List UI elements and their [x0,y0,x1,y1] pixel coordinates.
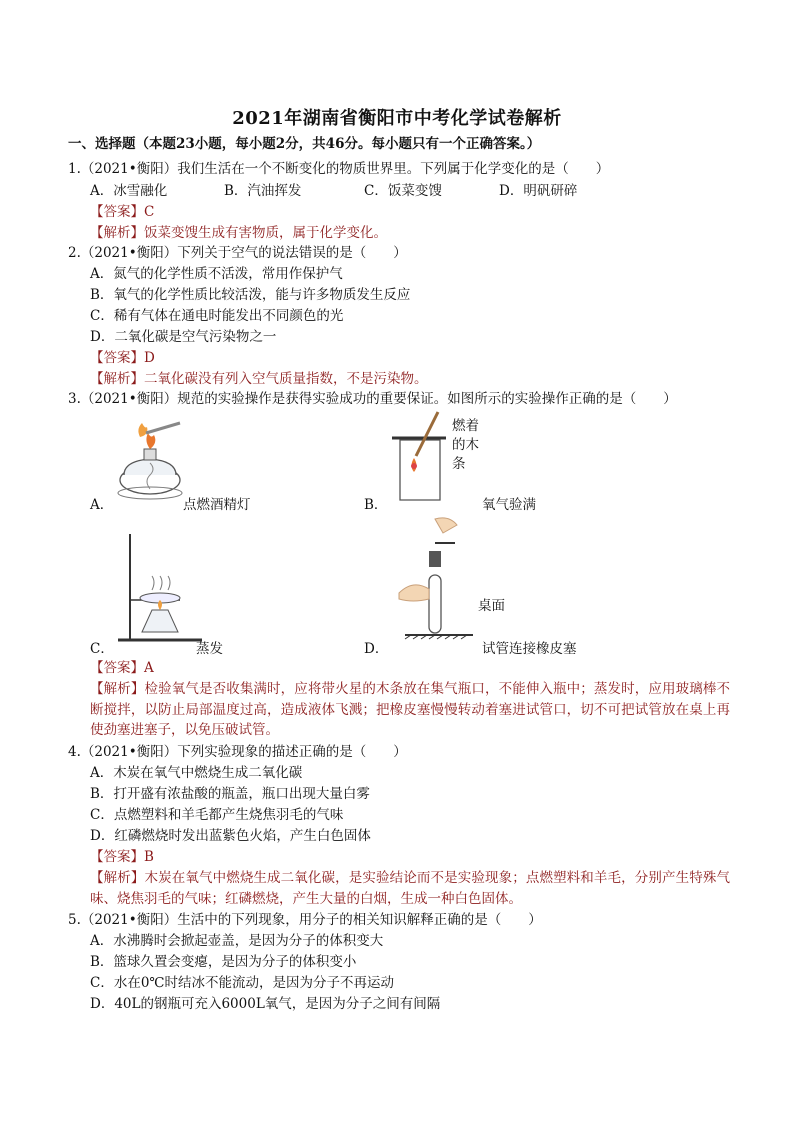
q1-answer: 【答案】C [90,204,155,220]
q5-option-a: A．水沸腾时会掀起壶盖，是因为分子的体积变大 [90,933,384,949]
q5-option-c: C．水在0℃时结冰不能流动，是因为分子不再运动 [90,975,395,991]
figure-b-note-2: 的木 [452,437,479,453]
question-2-stem: 2.（2021•衡阳）下列关于空气的说法错误的是（ ） [68,245,407,261]
figure-d-label: 试管连接橡皮塞 [482,641,577,657]
figure-b-note-3: 条 [452,456,466,472]
figure-d-letter: D． [364,641,389,657]
q2-option-c: C．稀有气体在通电时能发出不同颜色的光 [90,308,344,324]
question-1-stem: 1.（2021•衡阳）我们生活在一个不断变化的物质世界里。下列属于化学变化的是（ ） [68,161,610,177]
q2-option-d: D．二氧化碳是空气污染物之一 [90,329,277,345]
figure-d-test-tube [395,515,475,645]
q5-option-b: B．篮球久置会变瘪，是因为分子的体积变小 [90,954,357,970]
q1-option-b: B．汽油挥发 [224,183,302,199]
q4-option-a: A．木炭在氧气中燃烧生成二氧化碳 [90,765,303,781]
q1-option-d: D．明矾研碎 [499,183,578,199]
section-heading: 一、选择题（本题23小题，每小题2分，共46分。每小题只有一个正确答案。） [68,136,541,152]
q4-answer: 【答案】B [90,849,154,865]
figure-b-note-1: 燃着 [452,418,479,434]
figure-a-alcohol-lamp [110,415,190,505]
q4-option-b: B．打开盛有浓盐酸的瓶盖，瓶口出现大量白雾 [90,786,370,802]
page-title: 2021年湖南省衡阳市中考化学试卷解析 [232,108,562,129]
q2-option-b: B．氧气的化学性质比较活泼，能与许多物质发生反应 [90,287,411,303]
q3-answer: 【答案】A [90,660,154,676]
figure-d-note: 桌面 [478,598,505,614]
question-3-stem: 3.（2021•衡阳）规范的实验操作是获得实验成功的重要保证。如图所示的实验操作正确的是（ ） [68,391,677,407]
q2-answer: 【答案】D [90,350,155,366]
figure-a-letter: A． [90,497,114,513]
q2-option-a: A．氮气的化学性质不活泼，常用作保护气 [90,266,343,282]
figure-b-gas-bottle [390,410,460,505]
figure-c-label: 蒸发 [196,641,223,657]
q4-analysis: 【解析】木炭在氧气中燃烧生成二氧化碳，是实验结论而不是实验现象；点燃塑料和羊毛，分别产生特殊气味、烧焦羽毛的气味；红磷燃烧，产生大量的白烟，生成一种白色固体。 [90,870,730,907]
q3-analysis: 【解析】检验氧气是否收集满时，应将带火星的木条放在集气瓶口，不能伸入瓶中；蒸发时，应用玻璃棒不断搅拌，以防止局部温度过高，造成液体飞溅；把橡皮塞慢慢转动着塞进试管口，切不可把试管放在桌上再使劲塞进塞子，以免压破试管。 [90,681,730,738]
figure-b-letter: B． [364,497,388,513]
question-4-stem: 4.（2021•衡阳）下列实验现象的描述正确的是（ ） [68,744,407,760]
figure-c-letter: C． [90,641,114,657]
q2-analysis: 【解析】二氧化碳没有列入空气质量指数，不是污染物。 [90,371,428,387]
q5-option-d: D．40L的钢瓶可充入6000L氧气，是因为分子之间有间隔 [90,996,441,1012]
figure-b-label: 氧气验满 [482,497,536,513]
q4-option-c: C．点燃塑料和羊毛都产生烧焦羽毛的气味 [90,807,344,823]
figure-a-label: 点燃酒精灯 [183,497,251,513]
figure-c-evaporation [110,532,205,647]
q1-option-a: A．冰雪融化 [90,183,168,199]
q1-analysis: 【解析】饭菜变馊生成有害物质，属于化学变化。 [90,225,387,241]
question-5-stem: 5.（2021•衡阳）生活中的下列现象，用分子的相关知识解释正确的是（ ） [68,912,542,928]
q1-option-c: C．饭菜变馊 [364,183,442,199]
q4-option-d: D．红磷燃烧时发出蓝紫色火焰，产生白色固体 [90,828,371,844]
